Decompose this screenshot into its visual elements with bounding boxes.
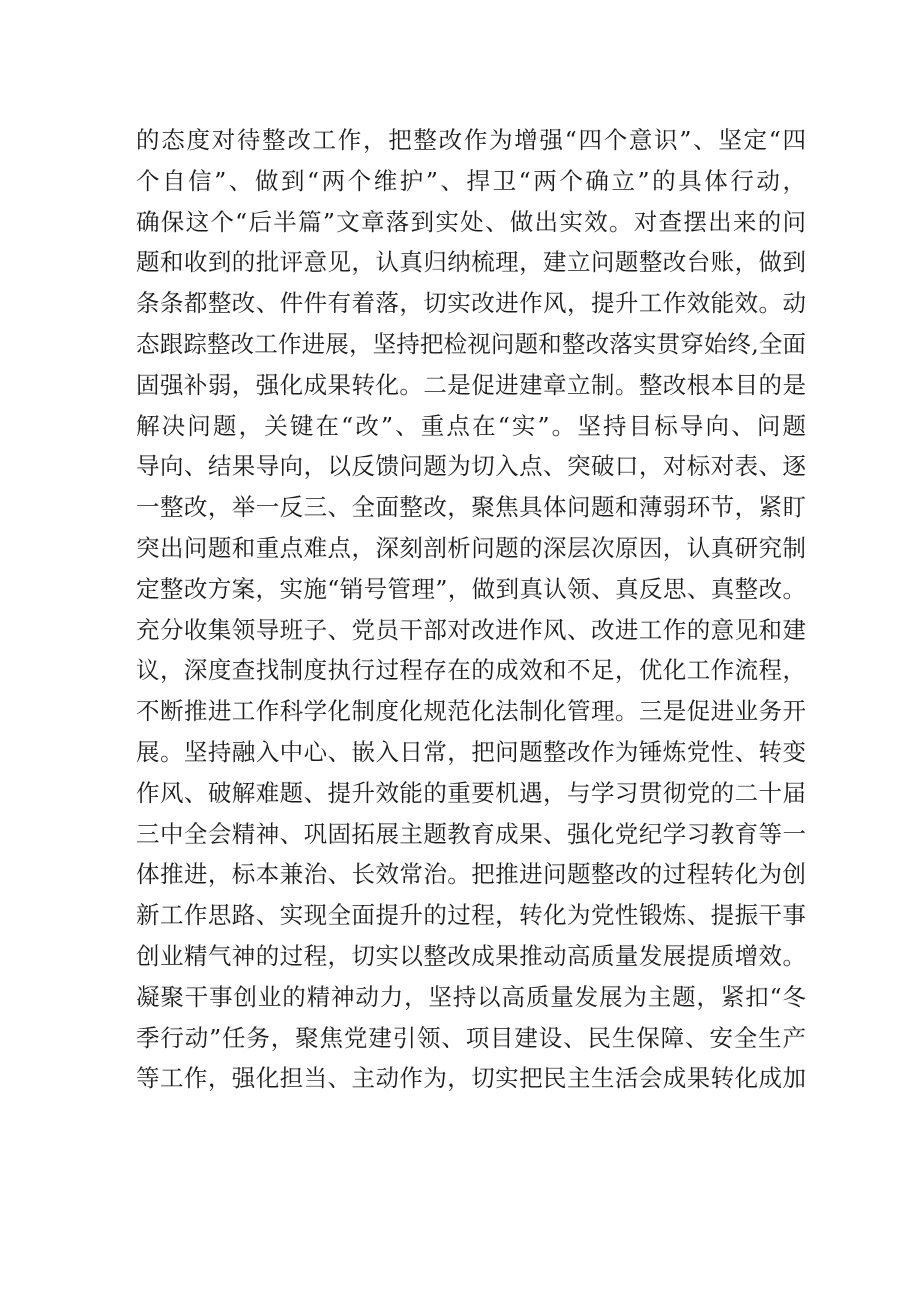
text-line-20: 新工作思路、实现全面提升的过程，转化为党性锻炼、提振干事: [136, 901, 806, 930]
text-line-1: 的态度对待整改工作，把整改作为增强“四个意识”、坚定“四: [136, 126, 806, 154]
text-line-7: 固强补弱，强化成果转化。二是促进建章立制。整改根本目的是: [136, 370, 806, 399]
text-line-22: 凝聚干事创业的精神动力，坚持以高质量发展为主题，紧扣“冬: [136, 982, 806, 1011]
text-line-16: 展。坚持融入中心、嵌入日常，把问题整改作为锤炼党性、转变: [136, 737, 806, 766]
text-line-14: 议，深度查找制度执行过程存在的成效和不足，优化工作流程，: [136, 656, 806, 685]
body-text: [136, 120, 806, 1099]
text-line-19: 体推进，标本兼治、长效常治。把推进问题整改的过程转化为创: [136, 860, 806, 889]
text-line-11: 突出问题和重点难点，深刻剖析问题的深层次原因，认真研究制: [136, 533, 806, 562]
text-line-12: 定整改方案，实施“销号管理”，做到真认领、真反思、真整改。: [136, 574, 806, 603]
text-line-18: 三中全会精神、巩固拓展主题教育成果、强化党纪学习教育等一: [136, 819, 806, 848]
text-line-21: 创业精气神的过程，切实以整改成果推动高质量发展提质增效。: [136, 941, 806, 970]
text-line-24: 等工作，强化担当、主动作为，切实把民主生活会成果转化成加: [136, 1064, 806, 1093]
text-line-9: 导向、结果导向，以反馈问题为切入点、突破口，对标对表、逐: [136, 452, 806, 481]
text-line-6: 态跟踪整改工作进展，坚持把检视问题和整改落实贯穿始终,全面: [136, 329, 806, 358]
text-line-3: 确保这个“后半篇”文章落到实处、做出实效。对查摆出来的问: [136, 207, 806, 236]
text-line-8: 解决问题，关键在“改”、重点在“实”。坚持目标导向、问题: [136, 411, 806, 440]
text-line-15: 不断推进工作科学化制度化规范化法制化管理。三是促进业务开: [136, 697, 806, 726]
text-line-23: 季行动”任务，聚焦党建引领、项目建设、民生保障、安全生产: [136, 1023, 806, 1052]
text-line-10: 一整改，举一反三、全面整改，聚焦具体问题和薄弱环节，紧盯: [136, 493, 806, 522]
text-line-5: 条条都整改、件件有着落，切实改进作风，提升工作效能效。动: [136, 289, 806, 318]
text-line-2: 个自信”、做到“两个维护”、捍卫“两个确立”的具体行动，: [136, 166, 806, 195]
text-line-17: 作风、破解难题、提升效能的重要机遇，与学习贯彻党的二十届: [136, 778, 806, 807]
text-line-13: 充分收集领导班子、党员干部对改进作风、改进工作的意见和建: [136, 615, 806, 644]
text-line-4: 题和收到的批评意见，认真归纳梳理，建立问题整改台账，做到: [136, 248, 806, 277]
